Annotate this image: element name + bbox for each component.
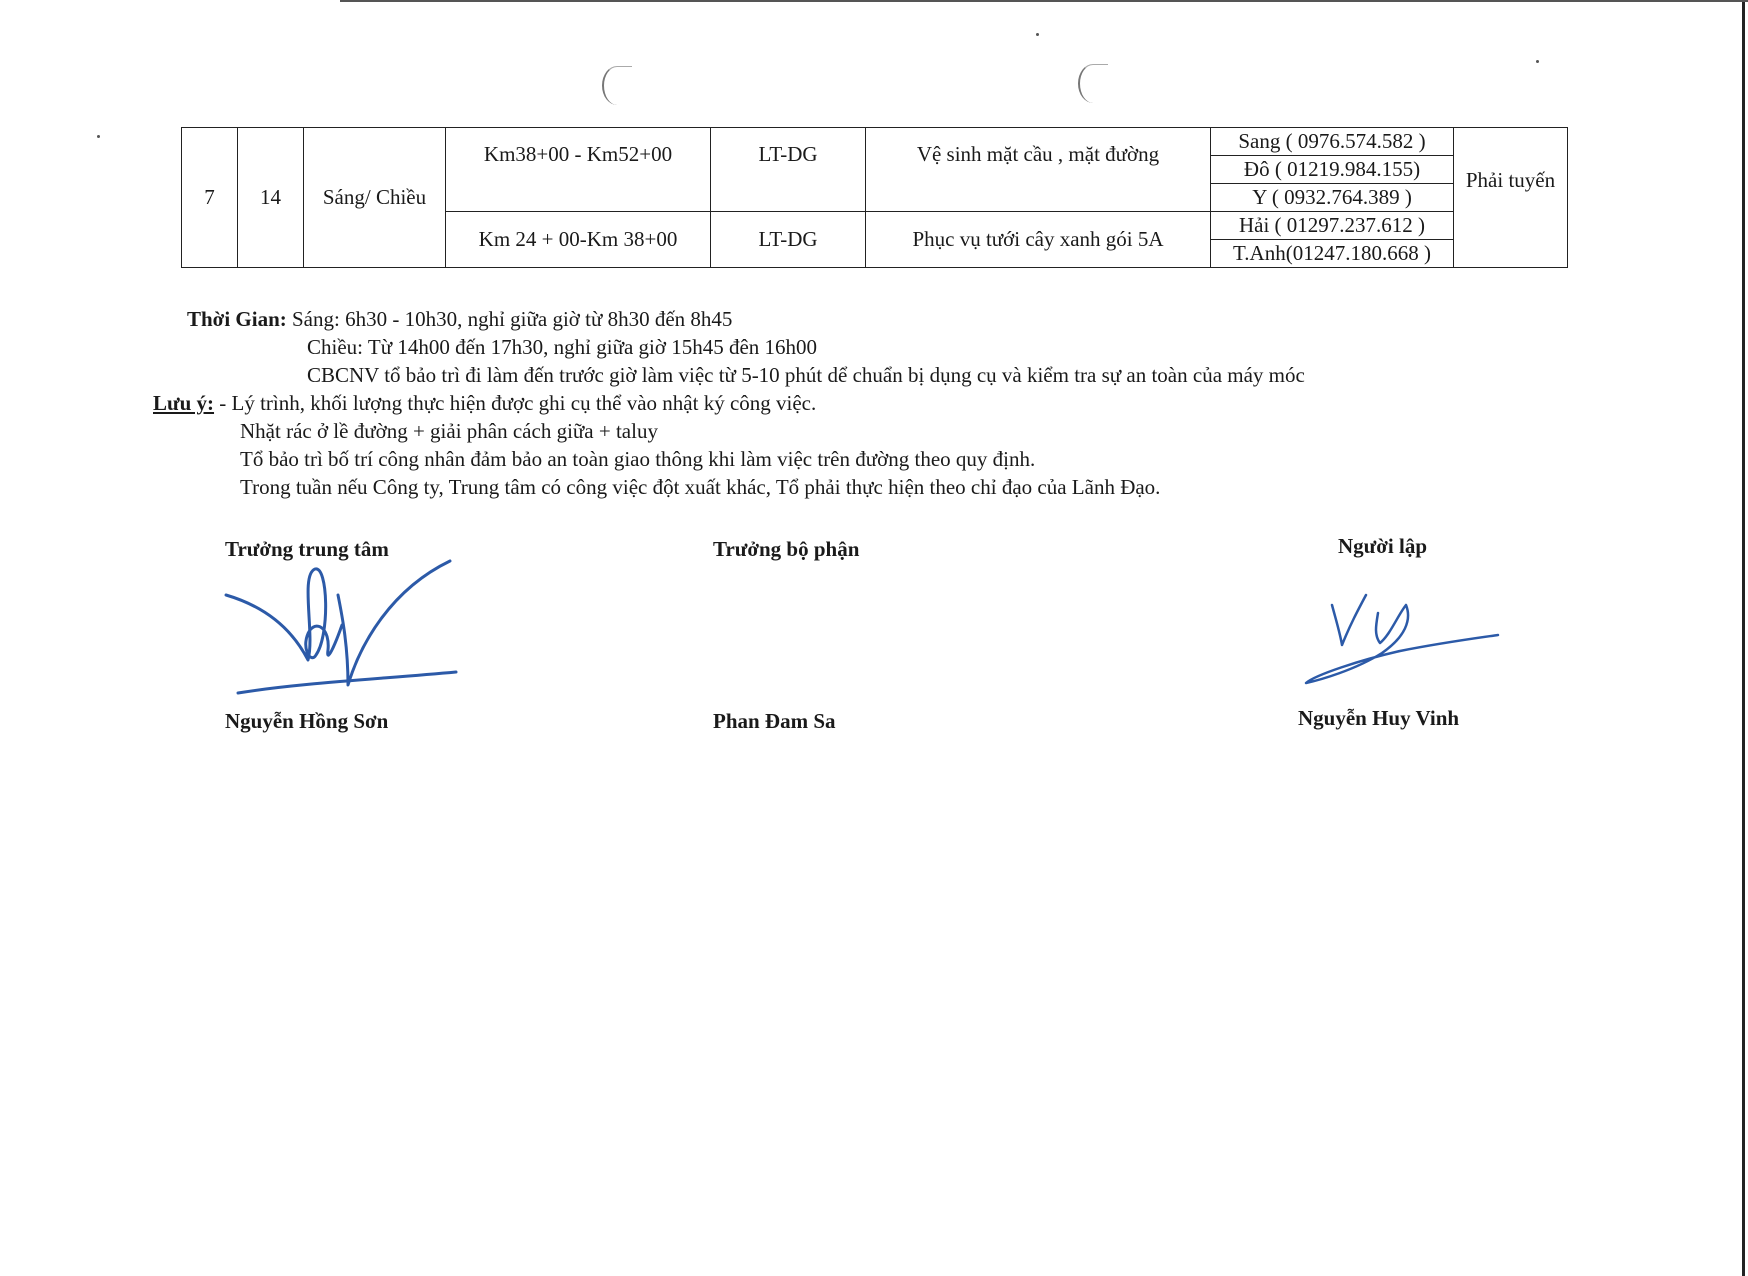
signature-title: Trưởng bộ phận (713, 537, 860, 561)
range-cell: Km 24 + 00-Km 38+00 (446, 212, 711, 268)
route-cell: LT-DG (711, 212, 866, 268)
contact-cell: Y ( 0932.764.389 ) (1211, 184, 1454, 212)
contact-cell: Đô ( 01219.984.155) (1211, 156, 1454, 184)
note-3: Tổ bảo trì bố trí công nhân đảm bảo an toàn giao thông khi làm việc trên đường theo quy định. (240, 447, 1036, 471)
page-edge-top (340, 0, 1748, 2)
punch-hole-mark (602, 66, 632, 105)
schedule-table (181, 127, 1568, 268)
note-line (153, 389, 816, 417)
signature-title: Người lập (1338, 534, 1427, 558)
note-label: Lưu ý: (153, 391, 215, 415)
page-edge (1742, 0, 1745, 1276)
time-afternoon: Chiều: Từ 14h00 đến 17h30, nghỉ giữa giờ 15h45 đên 16h00 (307, 335, 818, 359)
time-label: Thời Gian: (187, 307, 287, 331)
signature-name: Nguyễn Huy Vinh (1298, 706, 1460, 730)
work-cell: Phục vụ tưới cây xanh gói 5A (866, 212, 1211, 268)
signature-title: Trưởng trung tâm (225, 537, 389, 561)
contact-cell: Sang ( 0976.574.582 ) (1211, 128, 1454, 156)
note-2: Nhặt rác ở lề đường + giải phân cách giữa + taluy (240, 419, 658, 443)
contact-cell: Hải ( 01297.237.612 ) (1211, 212, 1454, 240)
scan-speck (97, 135, 100, 138)
scan-speck (1036, 33, 1039, 36)
route-cell: LT-DG (711, 128, 866, 212)
signature-handwritten (220, 555, 460, 705)
code-cell: 14 (238, 128, 304, 268)
note-4: Trong tuần nếu Công ty, Trung tâm có công việc đột xuất khác, Tổ phải thực hiện theo chỉ đạo của Lãnh Đạo. (240, 475, 1161, 499)
table-row (182, 128, 1568, 156)
punch-hole-mark (1078, 64, 1108, 103)
time-staff: CBCNV tổ bảo trì đi làm đến trước giờ làm việc từ 5-10 phút dể chuẩn bị dụng cụ và kiểm tra sự an toàn của máy móc (307, 363, 1305, 387)
status-cell: Phải tuyến (1454, 128, 1568, 268)
work-cell: Vệ sinh mặt cầu , mặt đường (866, 128, 1211, 212)
time-line (187, 305, 732, 333)
signature-name: Phan Đam Sa (713, 709, 836, 733)
note-1: - Lý trình, khối lượng thực hiện được ghi cụ thể vào nhật ký công việc. (214, 391, 817, 415)
stt-cell: 7 (182, 128, 238, 268)
range-cell: Km38+00 - Km52+00 (446, 128, 711, 212)
contact-cell: T.Anh(01247.180.668 ) (1211, 240, 1454, 268)
signature-handwritten (1300, 575, 1500, 690)
shift-cell: Sáng/ Chiều (304, 128, 446, 268)
signature-name: Nguyễn Hồng Sơn (225, 709, 389, 733)
time-morning: Sáng: 6h30 - 10h30, nghỉ giữa giờ từ 8h30 đến 8h45 (286, 307, 733, 331)
scan-speck (1536, 60, 1539, 63)
